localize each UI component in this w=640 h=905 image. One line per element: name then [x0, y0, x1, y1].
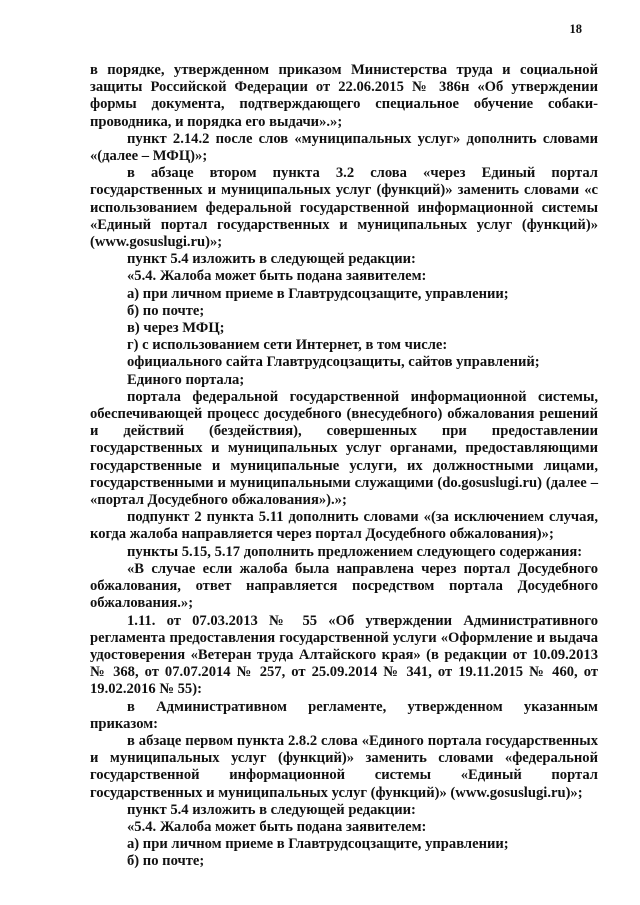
paragraph: 1.11. от 07.03.2013 № 55 «Об утверждении Административного регламента предоставления государственной услуги «Оформление и выдача удостоверения «Ветеран труда Алтайского края» (в редакции от 10.09.2013 № 368, от 07.07.2014 № 257, от 25.09.2014 № 341, от 19.11.2015 № 460, от 19.02.2016 № 55): — [90, 612, 598, 698]
paragraph: Единого портала; — [127, 371, 245, 388]
paragraph: пункт 5.4 изложить в следующей редакции: — [127, 801, 416, 818]
paragraph: б) по почте; — [127, 853, 205, 870]
paragraph: официального сайта Главтрудсоцзащиты, сайтов управлений; — [127, 354, 540, 371]
paragraph: пункт 2.14.2 после слов «муниципальных услуг» дополнить словами «(далее – МФЦ)»; — [90, 130, 598, 165]
paragraph: а) при личном приеме в Главтрудсоцзащите, управлении; — [127, 836, 509, 853]
paragraph: в порядке, утвержденном приказом Министерства труда и социальной защиты Российской Федерации от 22.06.2015 № 386н «Об утверждении формы документа, подтверждающего специальное обучение собаки-проводника, и порядка его выдачи».»; — [90, 62, 598, 130]
paragraph: пункт 5.4 изложить в следующей редакции: — [127, 251, 416, 268]
paragraph: «В случае если жалоба была направлена через портал Досудебного обжалования, ответ направляется посредством портала Досудебного обжалования.»; — [90, 560, 598, 612]
document-body — [90, 62, 598, 871]
paragraph: б) по почте; — [127, 302, 205, 319]
paragraph: в абзаце втором пункта 3.2 слова «через Единый портал государственных и муниципальных услуг (функций)» заменить словами «с использованием федеральной государственной информационной системы «Единый портал государственных и муниципальных услуг (функций)» (www.gosuslugi.ru)»; — [90, 165, 598, 251]
paragraph: г) с использованием сети Интернет, в том числе: — [127, 337, 448, 354]
paragraph: подпункт 2 пункта 5.11 дополнить словами «(за исключением случая, когда жалоба направляется через портал Досудебного обжалования)»; — [90, 509, 598, 543]
paragraph: «5.4. Жалоба может быть подана заявителем: — [127, 818, 427, 835]
paragraph: «5.4. Жалоба может быть подана заявителем: — [127, 268, 427, 285]
paragraph: пункты 5.15, 5.17 дополнить предложением следующего содержания: — [127, 543, 583, 560]
paragraph: в) через МФЦ; — [127, 320, 225, 337]
paragraph: в абзаце первом пункта 2.8.2 слова «Единого портала государственных и муниципальных услуг (функций)» заменить словами «федеральной государственной информационной системы «Единый портал государственных и муниципальных услуг (функций)» (www.gosuslugi.ru)»; — [90, 732, 598, 801]
paragraph: а) при личном приеме в Главтрудсоцзащите, управлении; — [127, 285, 509, 302]
paragraph: портала федеральной государственной информационной системы, обеспечивающей процесс досудебного (внесудебного) обжалования решений и действий (бездействия), совершенных при предоставлении государственных и муниципальных услуг органами, предоставляющими государственные и муниципальные услуги, их должностными лицами, государственными и муниципальными служащими (do.gosuslugi.ru) (далее – «портал Досудебного обжалования»).»; — [90, 388, 598, 509]
paragraph: в Административном регламенте, утвержденном указанным приказом: — [90, 698, 598, 732]
page-number: 18 — [569, 22, 582, 36]
